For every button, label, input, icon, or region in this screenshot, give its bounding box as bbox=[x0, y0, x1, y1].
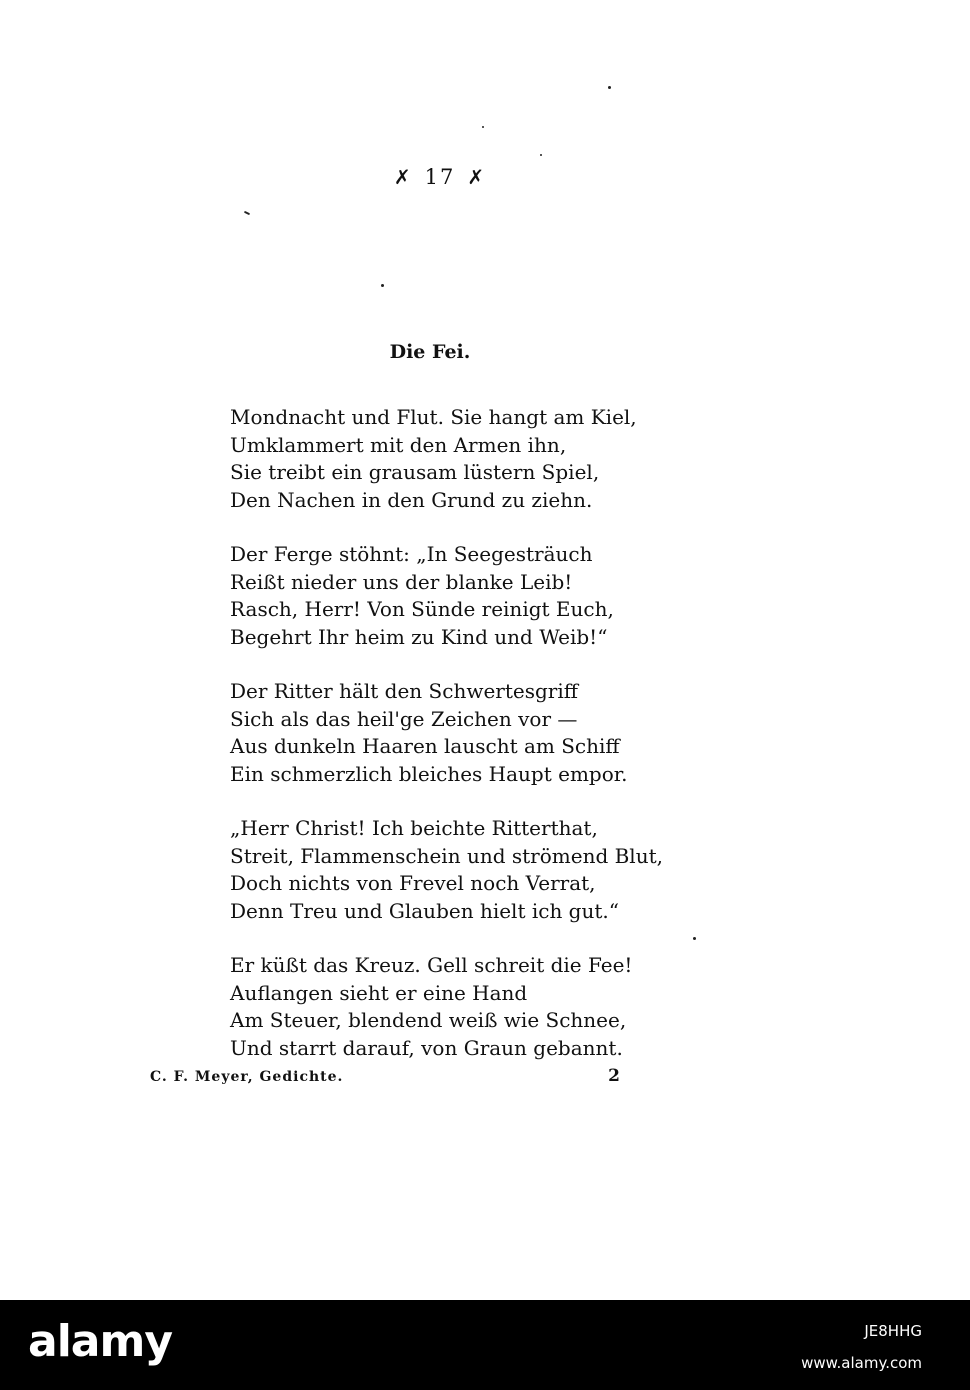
scan-speck bbox=[381, 284, 384, 287]
stanza bbox=[230, 678, 650, 788]
verse-line: Doch nichts von Frevel noch Verrat, bbox=[230, 871, 596, 895]
verse-line: Er küßt das Kreuz. Gell schreit die Fee! bbox=[230, 953, 633, 977]
verse-line: Aus dunkeln Haaren lauscht am Schiff bbox=[230, 734, 620, 758]
verse-line: Sie treibt ein grausam lüstern Spiel, bbox=[230, 460, 600, 484]
verse-line: Auflangen sieht er eine Hand bbox=[230, 980, 528, 1005]
page-header bbox=[0, 165, 880, 189]
page-number: 17 bbox=[424, 165, 456, 189]
verse-line: Streit, Flammenschein und strömend Blut, bbox=[230, 843, 663, 868]
verse-line: Und starrt darauf, von Graun gebannt. bbox=[230, 1035, 623, 1060]
verse-line: Am Steuer, blendend weiß wie Schnee, bbox=[230, 1008, 627, 1032]
verse-line: Den Nachen in den Grund zu ziehn. bbox=[230, 487, 593, 512]
stanza bbox=[230, 541, 650, 651]
watermark-bar bbox=[0, 1300, 970, 1390]
alamy-logo: alamy bbox=[28, 1316, 172, 1367]
stanza bbox=[230, 952, 650, 1062]
verse-line: Denn Treu und Glauben hielt ich gut.“ bbox=[230, 898, 619, 923]
verse-line: Der Ferge stöhnt: „In Seegesträuch bbox=[230, 542, 593, 566]
poem-body bbox=[230, 404, 663, 1089]
verse-line: Rasch, Herr! Von Sünde reinigt Euch, bbox=[230, 597, 614, 621]
verse-line: Umklammert mit den Armen ihn, bbox=[230, 432, 567, 457]
verse-line: Der Ritter hält den Schwertesgriff bbox=[230, 679, 578, 703]
scan-speck bbox=[482, 126, 484, 128]
footer-author: C. F. Meyer, Gedichte. bbox=[150, 1069, 344, 1085]
scan-speck bbox=[608, 86, 611, 89]
scan-speck bbox=[540, 154, 542, 156]
verse-line: Reißt nieder uns der blanke Leib! bbox=[230, 569, 573, 594]
verse-line: Mondnacht und Flut. Sie hangt am Kiel, bbox=[230, 405, 637, 429]
watermark-url: www.alamy.com bbox=[801, 1354, 922, 1372]
verse-line: Begehrt Ihr heim zu Kind und Weib!“ bbox=[230, 624, 608, 649]
scan-speck bbox=[693, 937, 696, 940]
image-id: JE8HHG bbox=[864, 1322, 922, 1340]
verse-line: Sich als das heil'ge Zeichen vor — bbox=[230, 706, 578, 731]
stanza bbox=[230, 404, 650, 514]
ornament-right: ✗ bbox=[467, 165, 487, 189]
verse-line: Ein schmerzlich bleiches Haupt empor. bbox=[230, 761, 628, 786]
verse-line: „Herr Christ! Ich beichte Ritterthat, bbox=[230, 816, 598, 840]
poem-title: Die Fei. bbox=[389, 341, 471, 363]
signature-mark: 2 bbox=[608, 1066, 620, 1086]
stanza bbox=[230, 815, 663, 925]
scan-speck bbox=[244, 211, 250, 215]
ornament-left: ✗ bbox=[393, 165, 413, 189]
